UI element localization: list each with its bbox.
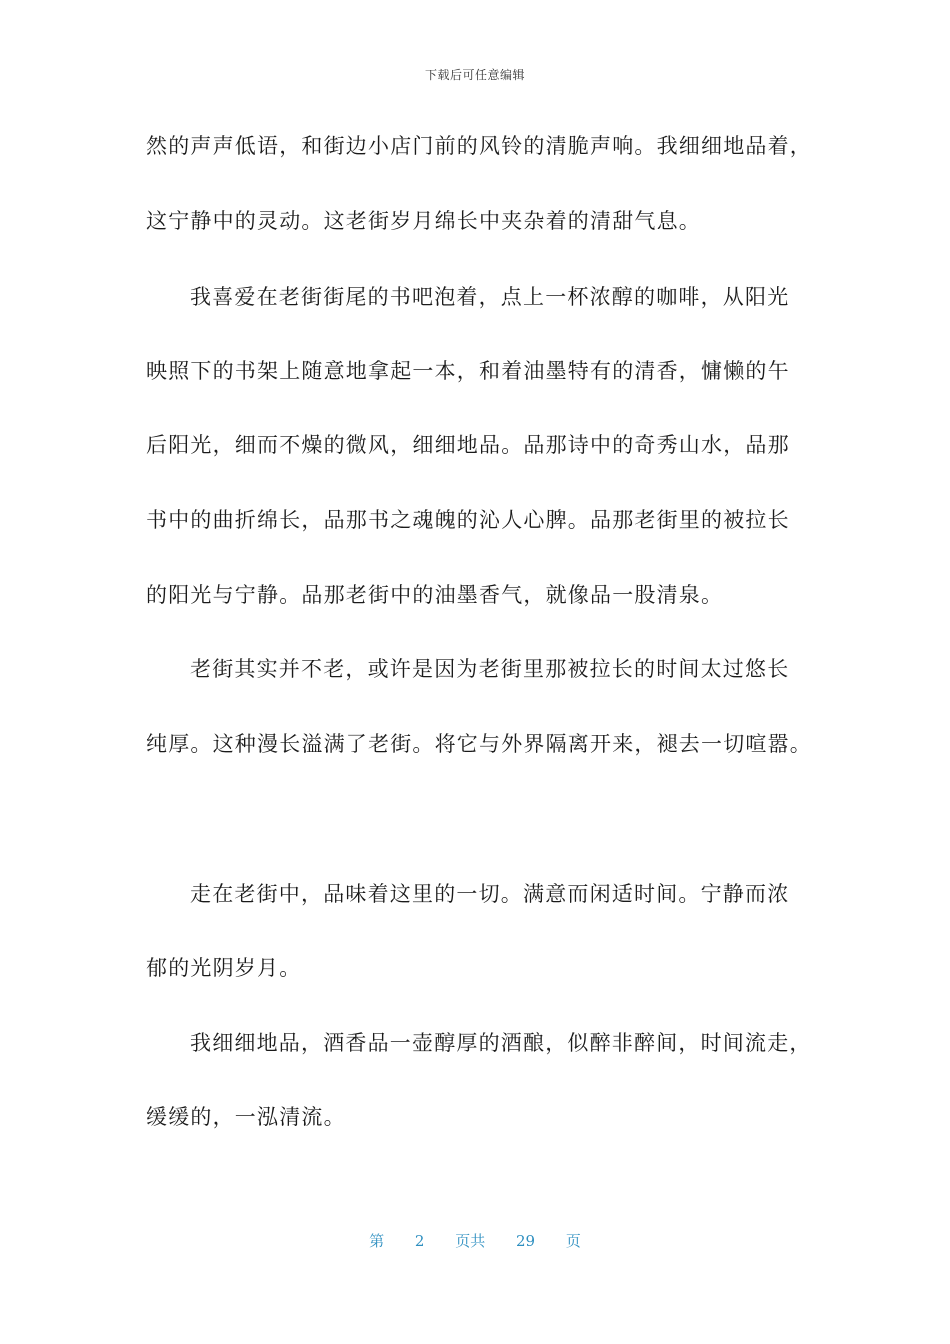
text-line: 纯厚。这种漫长溢满了老街。将它与外界隔离开来，褪去一切喧嚣。 [146, 732, 812, 756]
text-line: 郁的光阴岁月。 [146, 956, 302, 980]
text-line: 老街其实并不老，或许是因为老街里那被拉长的时间太过悠长 [190, 657, 790, 681]
text-line: 走在老街中，品味着这里的一切。满意而闲适时间。宁静而浓 [190, 882, 790, 906]
page-number-footer [0, 1230, 950, 1251]
text-line: 映照下的书架上随意地拿起一本，和着油墨特有的清香，慵懒的午 [146, 359, 790, 383]
footer-prefix: 第 [369, 1232, 385, 1250]
footer-suffix: 页 [565, 1232, 581, 1250]
text-line: 我喜爱在老街街尾的书吧泡着，点上一杯浓醇的咖啡，从阳光 [190, 285, 790, 309]
current-page-number: 2 [414, 1232, 425, 1250]
text-line: 后阳光，细而不燥的微风，细细地品。品那诗中的奇秀山水，品那 [146, 433, 790, 457]
page-header-note: 下载后可任意编辑 [424, 68, 525, 82]
total-pages-number: 29 [516, 1232, 536, 1250]
text-line: 我细细地品，酒香品一壶醇厚的酒酿，似醉非醉间，时间流走， [190, 1031, 812, 1055]
text-line: 这宁静中的灵动。这老街岁月绵长中夹杂着的清甜气息。 [146, 209, 701, 233]
text-line: 然的声声低语，和街边小店门前的风铃的清脆声响。我细细地品着， [146, 134, 812, 158]
footer-middle: 页共 [455, 1232, 486, 1250]
text-line: 缓缓的，一泓清流。 [146, 1105, 346, 1129]
text-line: 书中的曲折绵长，品那书之魂魄的沁人心脾。品那老街里的被拉长 [146, 508, 790, 532]
text-line: 的阳光与宁静。品那老街中的油墨香气，就像品一股清泉。 [146, 583, 724, 607]
